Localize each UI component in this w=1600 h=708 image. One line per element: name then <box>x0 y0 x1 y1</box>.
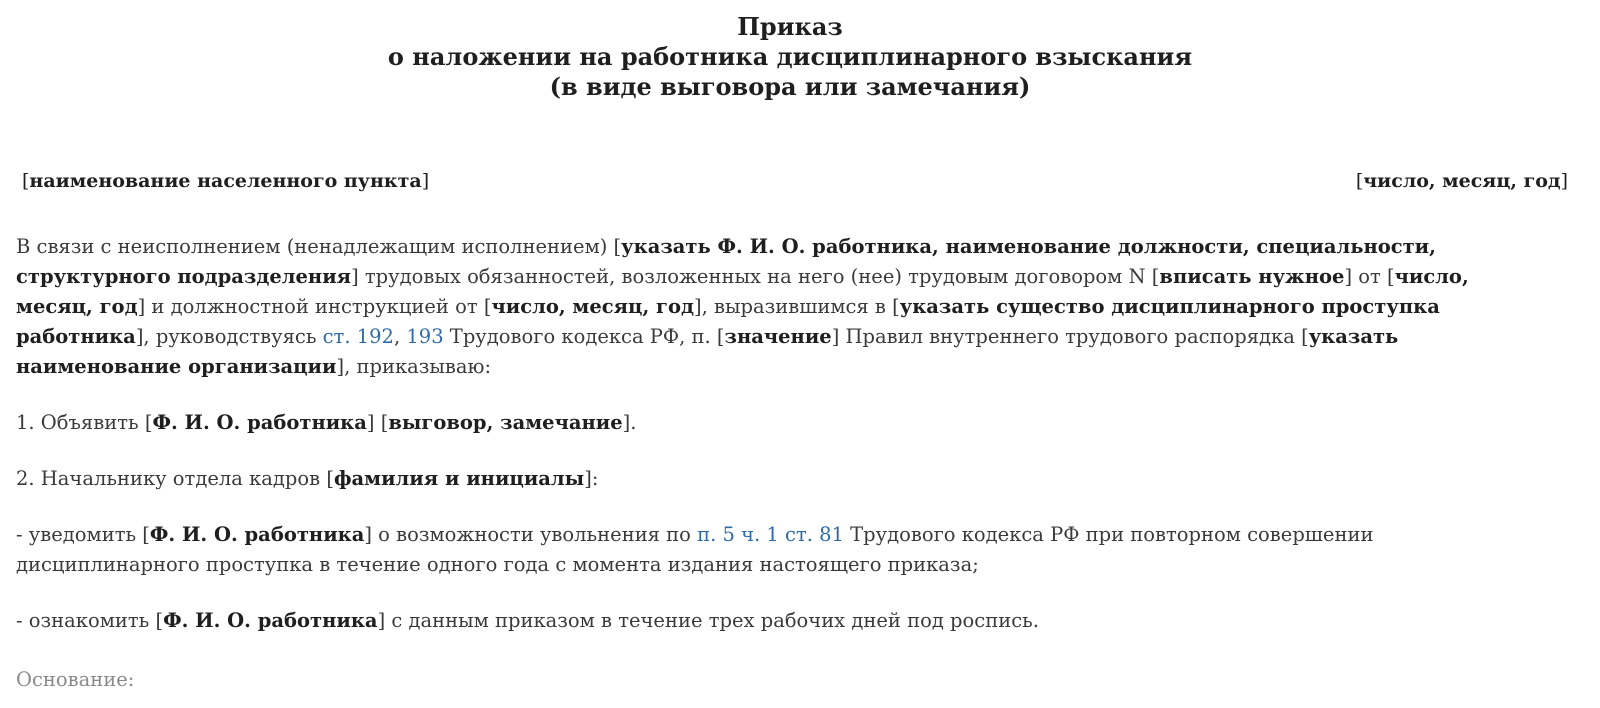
date-placeholder: [число, месяц, год] <box>1355 170 1568 192</box>
order-bullet-acquaint: - ознакомить [Ф. И. О. работника] с данным приказом в течение трех рабочих дней под роспись. <box>16 609 1039 632</box>
intro-paragraph: В связи с неисполнением (ненадлежащим исполнением) [указать Ф. И. О. работника, наименование должности, специальности, структурного подразделения] трудовых обязанностей, возложенных на него (нее) трудовым договором N [вписать нужное] от [число, месяц, год] и должностной инструкцией от [число, месяц, год], выразившимся в [указать существо дисциплинарного проступка работника], руководствуясь ст. 192, 193 Трудового кодекса РФ, п. [значение] Правил внутреннего трудового распорядка [указать наименование организации], приказываю: <box>16 235 1469 378</box>
organization-placeholder: указать наименование организации <box>16 325 1399 378</box>
place-date-line <box>22 168 1568 194</box>
contract-number-placeholder: вписать нужное <box>1159 265 1345 288</box>
title-line-2: о наложении на работника дисциплинарного взыскания <box>387 42 1193 71</box>
basis-label: Основание: <box>16 668 135 691</box>
offense-placeholder: указать существо дисциплинарного проступка работника <box>16 295 1440 348</box>
article-193-link[interactable]: 193 <box>406 325 444 348</box>
order-item-2: 2. Начальнику отдела кадров [фамилия и инициалы]: <box>16 467 599 490</box>
order-item-1: 1. Объявить [Ф. И. О. работника] [выговор, замечание]. <box>16 411 637 434</box>
instruction-date-placeholder: число, месяц, год <box>491 295 694 318</box>
title-line-1: Приказ <box>737 12 843 41</box>
employee-placeholder: указать Ф. И. О. работника, наименование должности, специальности, структурного подразделения <box>16 235 1436 288</box>
article-192-link[interactable]: ст. 192 <box>322 325 394 348</box>
contract-date-placeholder: число, месяц, год <box>16 265 1469 318</box>
document-body <box>16 232 1546 662</box>
place-placeholder: [наименование населенного пункта] <box>22 170 430 192</box>
document-title <box>0 12 1580 102</box>
article-81-link[interactable]: п. 5 ч. 1 ст. 81 <box>697 523 844 546</box>
order-bullet-notify: - уведомить [Ф. И. О. работника] о возможности увольнения по п. 5 ч. 1 ст. 81 Трудового кодекса РФ при повторном совершении дисциплинарного проступка в течение одного года с момента издания настоящего приказа; <box>16 523 1374 576</box>
rule-number-placeholder: значение <box>724 325 832 348</box>
title-line-3: (в виде выговора или замечания) <box>549 72 1031 101</box>
